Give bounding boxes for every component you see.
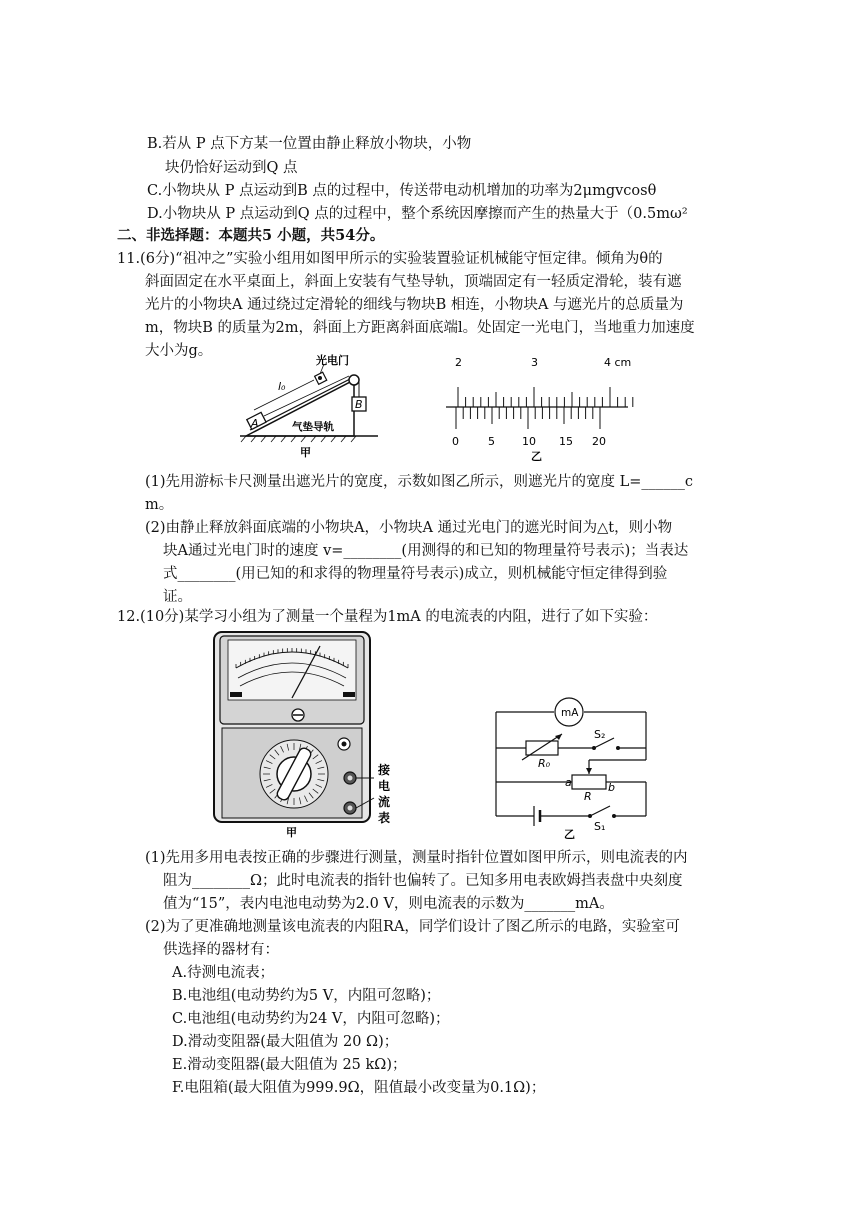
q11-part2-line2: 块A通过光电门时的速度 v=________(用测得的和已知的物理量符号表示)；当表达 bbox=[163, 543, 689, 559]
q12-side-label: 表 bbox=[378, 811, 391, 825]
q12-option: E.滑动变阻器(最大阻值为 25 kΩ)； bbox=[172, 1057, 407, 1073]
q10-option-b-line1: B.若从 P 点下方某一位置由静止释放小物块，小物 bbox=[147, 136, 472, 152]
q11-length-label: l₀ bbox=[278, 380, 286, 393]
q12-fig-a-caption: 甲 bbox=[286, 826, 297, 839]
section-heading: 二、非选择题：本题共5 小题，共54分。 bbox=[117, 227, 385, 244]
q12-fig-b-caption: 乙 bbox=[564, 828, 575, 841]
q12-a-label: a bbox=[565, 776, 572, 789]
vernier-scale-label: 10 bbox=[522, 435, 536, 448]
q10-option-c: C.小物块从 P 点运动到B 点的过程中，传送带电动机增加的功率为2μmgvcosθ bbox=[147, 183, 657, 199]
q11-part2-line4: 证。 bbox=[163, 589, 192, 605]
q12-meter-label: mA bbox=[561, 707, 579, 719]
q11-stem-line: 斜面固定在水平桌面上，斜面上安装有气垫导轨，顶端固定有一轻质定滑轮，装有遮 bbox=[145, 274, 682, 290]
q11-figure-incline bbox=[236, 352, 386, 464]
q12-option: A.待测电流表； bbox=[172, 965, 275, 981]
q11-part2-line1: (2)由静止释放斜面底端的小物块A，小物块A 通过光电门的遮光时间为△t，则小物 bbox=[145, 520, 673, 536]
q11-rail-label: 气垫导轨 bbox=[292, 421, 334, 433]
q12-part2-line2: 供选择的器材有： bbox=[163, 942, 279, 958]
q12-option: D.滑动变阻器(最大阻值为 20 Ω)； bbox=[172, 1034, 399, 1050]
q11-fig-b-caption: 乙 bbox=[531, 450, 542, 463]
q12-figure-multimeter bbox=[208, 628, 396, 840]
q12-side-label: 接 bbox=[378, 763, 391, 777]
q11-photogate-label: 光电门 bbox=[316, 354, 349, 367]
q12-b-label: b bbox=[608, 781, 615, 794]
main-scale-label: 2 bbox=[455, 356, 462, 369]
main-scale-label: 4 cm bbox=[604, 356, 632, 369]
q11-block-b-label: B bbox=[355, 398, 363, 411]
q12-part1-line1: (1)先用多用电表按正确的步骤进行测量，测量时指针位置如图甲所示，则电流表的内 bbox=[145, 850, 688, 866]
q12-option: F.电阻箱(最大阻值为999.9Ω，阻值最小改变量为0.1Ω)； bbox=[172, 1080, 546, 1096]
q11-part1-line1: (1)先用游标卡尺测量出遮光片的宽度，示数如图乙所示，则遮光片的宽度 L=______c bbox=[145, 474, 694, 490]
q11-stem-line: 光片的小物块A 通过绕过定滑轮的细线与物块B 相连，小物块A 与遮光片的总质量为 bbox=[145, 297, 684, 313]
q12-part1-line3: 值为“15”，表内电池电动势为2.0 V，则电流表的示数为_______mA。 bbox=[163, 896, 614, 912]
q12-option: C.电池组(电动势约为24 V，内阻可忽略)； bbox=[172, 1011, 450, 1027]
q11-part1-line2: m。 bbox=[145, 497, 174, 513]
q11-part2-line3: 式________(用已知的和求得的物理量符号表示)成立，则机械能守恒定律得到验 bbox=[163, 566, 668, 582]
q11-figure-vernier bbox=[438, 352, 638, 464]
q11-stem-line: 大小为g。 bbox=[145, 343, 213, 359]
vernier-scale-label: 15 bbox=[559, 435, 573, 448]
vernier-scale-label: 0 bbox=[452, 435, 459, 448]
q12-s1-label: S₁ bbox=[594, 820, 606, 833]
q12-side-label: 流 bbox=[378, 795, 391, 809]
q12-r-label: R bbox=[584, 790, 592, 803]
vernier-scale-label: 5 bbox=[488, 435, 495, 448]
q12-r0-label: R₀ bbox=[538, 757, 551, 770]
q12-option: B.电池组(电动势约为5 V，内阻可忽略)； bbox=[172, 988, 441, 1004]
q12-figure-circuit bbox=[488, 690, 668, 842]
q11-block-a-label: A bbox=[251, 417, 259, 430]
q11-fig-a-caption: 甲 bbox=[300, 446, 311, 459]
q12-side-label: 电 bbox=[378, 779, 391, 793]
q11-stem-line: 11.(6分)“祖冲之”实验小组用如图甲所示的实验装置验证机械能守恒定律。倾角为θ的 bbox=[117, 251, 663, 267]
q10-option-d: D.小物块从 P 点运动到Q 点的过程中，整个系统因摩擦而产生的热量大于（0.5mω² bbox=[147, 206, 688, 222]
q11-stem-line: m，物块B 的质量为2m，斜面上方距离斜面底端l。处固定一光电门，当地重力加速度 bbox=[145, 320, 695, 336]
q12-stem: 12.(10分)某学习小组为了测量一个量程为1mA 的电流表的内阻，进行了如下实验： bbox=[117, 609, 658, 625]
q10-option-b-line2: 块仍恰好运动到Q 点 bbox=[165, 160, 298, 176]
vernier-scale-label: 20 bbox=[592, 435, 606, 448]
q12-part2-line1: (2)为了更准确地测量该电流表的内阻RA，同学们设计了图乙所示的电路，实验室可 bbox=[145, 919, 680, 935]
q12-part1-line2: 阻为________Ω；此时电流表的指针也偏转了。已知多用电表欧姆挡表盘中央刻度 bbox=[163, 873, 683, 889]
main-scale-label: 3 bbox=[531, 356, 538, 369]
q12-s2-label: S₂ bbox=[594, 728, 606, 741]
